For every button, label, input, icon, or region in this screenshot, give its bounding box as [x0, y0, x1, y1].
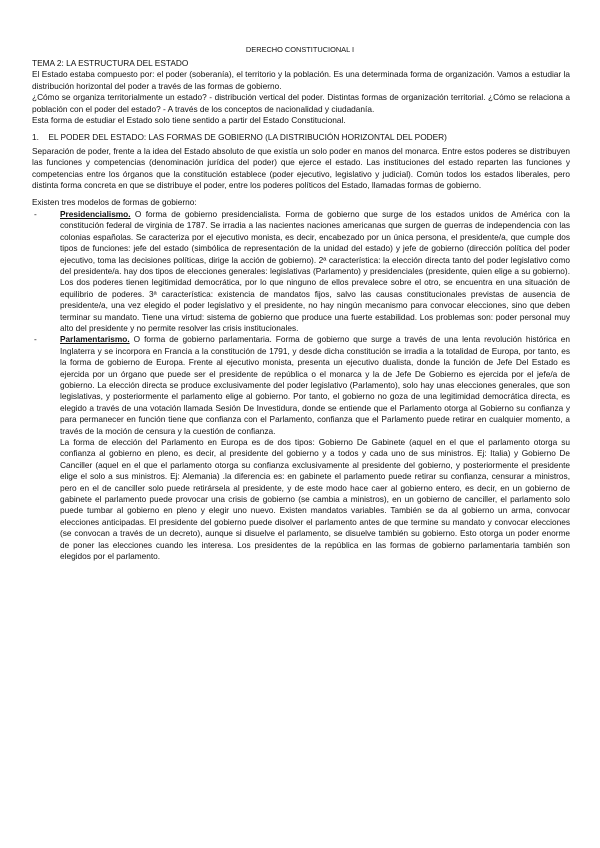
term-heading: Parlamentarismo.	[60, 334, 130, 345]
topic-title: TEMA 2: LA ESTRUCTURA DEL ESTADO	[32, 58, 189, 68]
models-intro: Existen tres modelos de formas de gobierno:	[32, 197, 197, 208]
term-heading: Presidencialismo.	[60, 208, 131, 219]
page-header: DERECHO CONSTITUCIONAL I	[245, 45, 355, 54]
section-heading	[32, 132, 570, 143]
intro-paragraph-2: ¿Cómo se organiza territorialmente un estado? - distribución vertical del poder. Distintas formas de organización territorial. ¿Cómo se relaciona a población con el poder del estado? - A través de los conceptos de nacionalidad y ciudadanía.	[32, 92, 570, 114]
list-item-presidencialismo	[32, 209, 570, 334]
list-item-text	[60, 334, 570, 437]
list-item-parlamentarismo	[32, 334, 570, 562]
list-dash: -	[34, 208, 37, 219]
document-body	[32, 58, 570, 562]
list-dash: -	[34, 334, 37, 345]
term-description: O forma de gobierno parlamentaria. Forma de gobierno que surge a través de una lenta revolución histórica en Inglaterra y se incorpora en Francia a la constitución de 1791, y desde dicha constitución se irradia a la totalidad de Europa, por tanto, es la forma de gobierno de Europa. Frente al ejecutivo monista, presenta un ejecutivo dualista, donde la función de Jefe Del Estado es ejercida por un órgano que puede ser el presidente de república o el monarca y la de Jefe De Gobierno es ejercida por el jefe/a de gobierno. La elección directa se produce exclusivamente del poder legislativo (Parlamento), solo hay unas elecciones generales, que son legislativas, y posteriormente el parlamento elige al gobierno. Por tanto, el gobierno no goza de una legitimidad democrática directa, es elegido a través de una votación llamada Sesión De Investidura, donde se entiende que el Parlamento otorga al Gobierno su confianza y para permanecer en función tiene que confianza con el Parlamento, confianza que el Parlamento puede retirar en cualquier momento, a través de la moción de censura y la cuestión de confianza.	[60, 334, 570, 436]
models-list	[32, 197, 570, 562]
list-item-text	[60, 209, 570, 334]
term-description: O forma de gobierno presidencialista. Forma de gobierno que surge de los estados unidos de América con la constitución federal de virginia de 1787. Se irradia a las nacientes naciones americanas que surgen de guerras de independencia con las colonias españolas. Se caracteriza por el ejecutivo monista, es decir, encabezado por un única persona, el presidente/a, que cumple dos tipos de funciones: jefe del estado (simbólica de representación de la unidad del estado) y jefe de gobierno (dirección política del poder ejecutivo, toma las decisiones políticas, dirige la acción de gobierno). 2ª característica: la elección directa tanto del poder legislativo como del presidente/a. hay dos tipos de elecciones generales: legislativas (Parlamento) y presidenciales (presidente, quien elige a su gobierno). Los dos poderes tienen legitimidad democrática, por lo que ninguno de ellos prevalece sobre el otro, se encuentra en una situación de equilibrio de poderes. 3ª característica: existencia de mandatos fijos, salvo las causas constitucionales previstas de ausencia de presidente/a, una vez elegido el poder legislativo y el presidente, no hay ningún mecanismo para convocar elecciones, sino que deben terminar su mandato. Tiene una virtud: sistema de gobierno que produce una fuerte estabilidad. Los problemas son: poder personal muy alto del presidente y no permite resolver las crisis institucionales.	[60, 208, 570, 333]
intro-paragraph-1: El Estado estaba compuesto por: el poder (soberanía), el territorio y la población. Es una determinada forma de organización. Vamos a estudiar la distribución horizontal del poder a través de las formas de gobierno.	[32, 69, 570, 91]
list-item-continuation: La forma de elección del Parlamento en Europa es de dos tipos: Gobierno De Gabinete (aquel en el que el parlamento otorga su confianza al gobierno en pleno, es decir, al presidente del gobierno y a todos y cada uno de sus ministros. Ej: Italia) y Gobierno De Canciller (aquel en el que el parlamento otorga su confianza exclusivamente al presidente del gobierno, y posteriormente el presidente elige el solo a sus ministros. Ej: Alemania) .la diferencia es: en gabinete el parlamento puede retirar su confianza, censurar a ministros, pero en el de canciller solo puede retirársela al presidente, y de este modo hace caer al gobierno entero, es decir, en un gobierno de gabinete el parlamento puede provocar una crisis de gobierno (se cambia a ministros), en un gobierno de canciller, el parlamento solo puede tumbar al gobierno en pleno y elegir uno nuevo. Existen mandatos variables. También se da al gobierno un arma, convocar elecciones anticipadas. El presidente del gobierno puede disolver el parlamento antes de que termine su mandato y convocar elecciones (se convocan a través de un decreto), aunque si disuelve el parlamento, se disuelve también su gobierno. Esto otorga un poder enorme de poner las elecciones cuando les interesa. Los presidentes de la república en las formas de gobierno parlamentaria también son elegidos por el parlamento.	[60, 437, 570, 562]
section-number: 1.	[32, 132, 39, 143]
intro-paragraph-3: Esta forma de estudiar el Estado solo tiene sentido a partir del Estado Constitucional.	[32, 115, 346, 126]
section-paragraph: Separación de poder, frente a la idea del Estado absoluto de que existía un solo poder en manos del monarca. Entre estos poderes se distribuyen las funciones y competencias (denominación jurídica del poder) que ejerce el estado. Las instituciones del estado reparten las funciones y competencias entre los órganos que la constitución establece (poder ejecutivo, legislativo y judicial). Común todos los estados liberales, pero distinta forma concreta en que se distribuye el poder, entre los poderes políticos del Estado, llamadas formas de gobierno.	[32, 145, 570, 191]
section-title: EL PODER DEL ESTADO: LAS FORMAS DE GOBIERNO (LA DISTRIBUCIÓN HORIZONTAL DEL PODER)	[48, 132, 447, 143]
